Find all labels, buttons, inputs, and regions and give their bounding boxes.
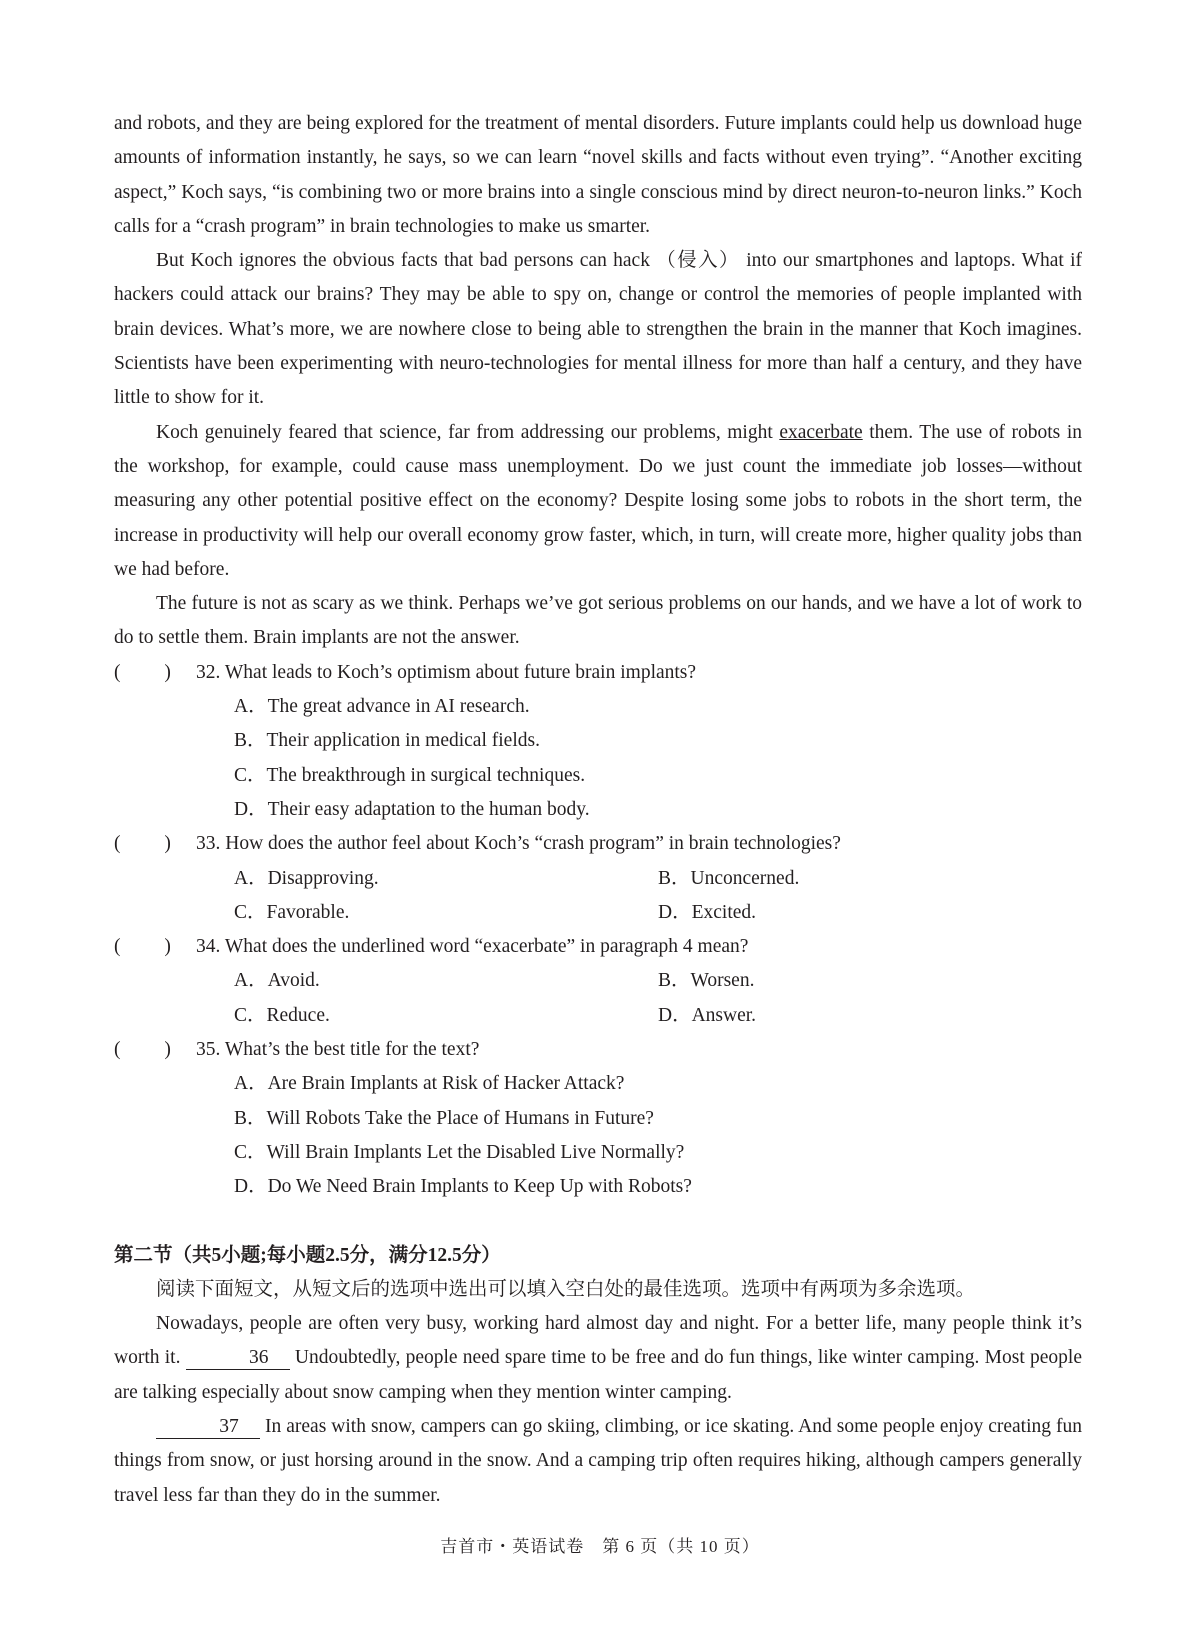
question-stem: 33. How does the author feel about Koch’s “crash program” in brain technologies?	[196, 833, 841, 855]
option-row	[114, 964, 1082, 998]
answer-bracket[interactable]: ( )	[114, 833, 171, 855]
option: D．Their easy adaptation to the human body.	[234, 798, 590, 820]
answer-bracket[interactable]: ( )	[114, 661, 171, 683]
blank-36[interactable]: 36	[186, 1347, 290, 1370]
spacer	[114, 1205, 1082, 1239]
paragraph: But Koch ignores the obvious facts that bad persons can hack （侵入） into our smartphones and laptops. What if hackers could attack our brains? They may be able to spy on, change or control the memories of people implanted with brain devices. What’s more, we are nowhere close to being able to strengthen the brain in the manner that Koch imagines. Scientists have been experimenting with neuro-technologies for mental illness for more than half a century, and they have little to show for it.	[114, 250, 1082, 409]
text: In areas with snow, campers can go skiing, climbing, or ice skating. And some people enjoy creating fun things from snow, or just horsing around in the snow. And a camping trip often requires hiking, although campers generally travel less far than they do in the summer.	[114, 1415, 1082, 1506]
blank-37[interactable]: 37	[156, 1416, 260, 1439]
option: A．The great advance in AI research.	[234, 696, 530, 718]
paragraph	[114, 416, 1082, 587]
option: D．Answer.	[658, 1004, 757, 1026]
paragraph: and robots, and they are being explored for the treatment of mental disorders. Future implants could help us download huge amounts of information instantly, he says, so we can learn “novel skills and facts without even trying”. “Another exciting aspect,” Koch says, “is combining two or more brains into a single conscious mind by direct neuron-to-neuron links.” Koch calls for a “crash program” in brain technologies to make us smarter.	[114, 113, 1082, 237]
option: D．Do We Need Brain Implants to Keep Up with Robots?	[234, 1176, 692, 1198]
answer-bracket[interactable]: ( )	[114, 936, 171, 958]
option: C．Will Brain Implants Let the Disabled Live Normally?	[234, 1141, 685, 1163]
paragraph	[114, 1307, 1082, 1410]
text: Koch genuinely feared that science, far from addressing our problems, might	[156, 421, 780, 443]
exam-page-content	[114, 107, 1082, 1513]
question-33	[114, 827, 1082, 861]
option: B．Their application in medical fields.	[234, 730, 540, 752]
text: Undoubtedly, people need spare time to be free and do fun things, like winter camping. Most people are talking especially about snow camping when they mention winter camping.	[114, 1347, 1082, 1403]
section-heading: 第二节（共5小题;每小题2.5分，满分12.5分）	[114, 1244, 501, 1266]
option: C．Reduce.	[234, 1004, 330, 1026]
question-stem: 35. What’s the best title for the text?	[196, 1039, 480, 1061]
paragraph	[114, 1410, 1082, 1513]
question-35	[114, 1033, 1082, 1067]
option: B．Will Robots Take the Place of Humans in Future?	[234, 1107, 654, 1129]
underlined-word: exacerbate	[779, 421, 863, 443]
instruction: 阅读下面短文，从短文后的选项中选出可以填入空白处的最佳选项。选项中有两项为多余选项。	[156, 1278, 976, 1300]
text: Nowadays, people are often very busy, working hard almost day and night. For a better life, many people think it’s worth it.	[114, 1313, 1082, 1369]
paragraph: The future is not as scary as we think. Perhaps we’ve got serious problems on our hands, and we have a lot of work to do to settle them. Brain implants are not the answer.	[114, 593, 1082, 649]
option-row	[114, 999, 1082, 1033]
option: A．Are Brain Implants at Risk of Hacker Attack?	[234, 1073, 625, 1095]
option: C．The breakthrough in surgical techniques.	[234, 764, 586, 786]
text: them. The use of robots in the workshop, for example, could cause mass unemployment. Do we just count the immediate job losses—without measuring any other potential positive effect on the economy? Despite losing some jobs to robots in the short term, the increase in productivity will help our overall economy grow faster, which, in turn, will create more, higher quality jobs than we had before.	[114, 421, 1082, 580]
answer-bracket[interactable]: ( )	[114, 1039, 171, 1061]
option-row	[114, 862, 1082, 896]
option: A．Disapproving.	[234, 867, 379, 889]
option: D．Excited.	[658, 901, 757, 923]
question-34	[114, 930, 1082, 964]
option: B．Unconcerned.	[658, 867, 800, 889]
option: A．Avoid.	[234, 970, 320, 992]
page-footer: 吉首市・英语试卷 第 6 页（共 10 页）	[440, 1537, 760, 1556]
option-row	[114, 896, 1082, 930]
question-32	[114, 656, 1082, 690]
question-stem: 34. What does the underlined word “exacerbate” in paragraph 4 mean?	[196, 936, 749, 958]
option: C．Favorable.	[234, 901, 350, 923]
question-stem: 32. What leads to Koch’s optimism about future brain implants?	[196, 661, 697, 683]
option: B．Worsen.	[658, 970, 755, 992]
